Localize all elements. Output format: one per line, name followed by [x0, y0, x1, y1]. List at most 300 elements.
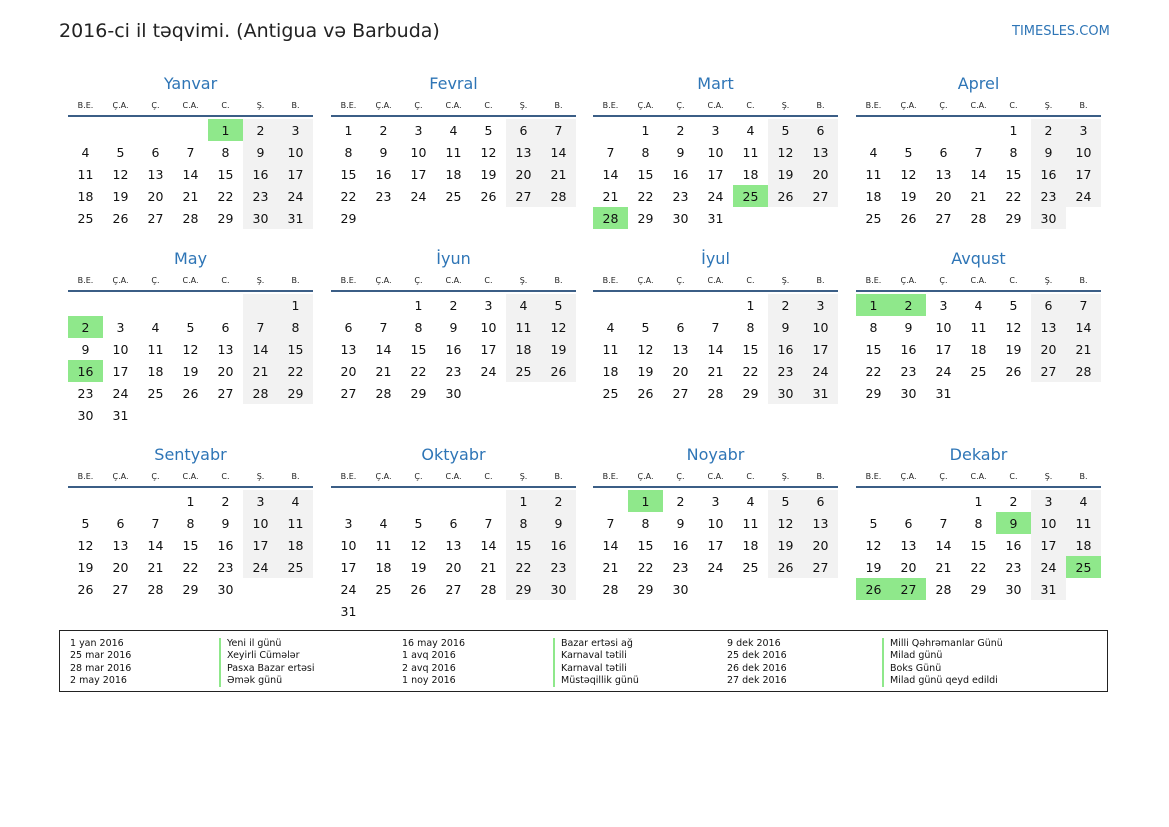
- day-cell: 4: [869, 144, 878, 160]
- day-blank: [926, 119, 961, 141]
- day-cell: 23: [900, 363, 917, 379]
- day-cell: 25: [445, 188, 462, 204]
- weekday-label: B.E.: [602, 472, 619, 481]
- day-cell: 10: [707, 144, 724, 160]
- month-6: [331, 248, 576, 404]
- legend-name: Yeni il günü: [227, 638, 282, 649]
- month-10: [331, 444, 576, 622]
- day-cell: 27: [112, 581, 129, 597]
- day-cell: 22: [340, 188, 357, 204]
- day-cell: 15: [637, 166, 654, 182]
- day-cell: 3: [1031, 490, 1066, 512]
- day-cell: 26: [637, 385, 654, 401]
- day-cell: 4: [506, 294, 541, 316]
- day-cell: 19: [480, 166, 497, 182]
- day-cell: 24: [112, 385, 129, 401]
- day-grid: [856, 488, 1101, 600]
- day-cell: 2: [243, 119, 278, 141]
- weekday-label: Ş.: [256, 276, 265, 285]
- weekday-label: B.E.: [865, 472, 882, 481]
- day-cell: 29: [637, 210, 654, 226]
- day-cell: 18: [77, 188, 94, 204]
- day-cell: 5: [641, 319, 650, 335]
- day-blank: [891, 490, 926, 512]
- day-cell: 11: [445, 144, 462, 160]
- day-blank: [593, 294, 628, 316]
- day-grid: [68, 292, 313, 426]
- day-cell: 7: [974, 144, 983, 160]
- weekday-label: B.: [816, 472, 825, 481]
- day-cell: 7: [606, 515, 615, 531]
- day-cell: 19: [77, 559, 94, 575]
- day-cell: 6: [151, 144, 160, 160]
- weekday-label: B.E.: [77, 472, 94, 481]
- day-blank: [68, 490, 103, 512]
- month-name: Aprel: [957, 74, 1000, 93]
- day-cell: 3: [116, 319, 125, 335]
- day-cell: 10: [1031, 512, 1066, 534]
- weekday-label: C.A.: [445, 101, 462, 110]
- day-cell: 29: [410, 385, 427, 401]
- weekday-label: Ç.: [939, 101, 948, 110]
- weekday-header: [593, 273, 838, 288]
- month-3: [593, 73, 838, 229]
- day-cell: 18: [375, 559, 392, 575]
- day-cell: 21: [935, 559, 952, 575]
- day-cell: 22: [637, 188, 654, 204]
- weekday-label: Ç.A.: [900, 101, 917, 110]
- weekday-header: [593, 469, 838, 484]
- day-cell: 18: [1066, 534, 1101, 556]
- day-cell: 9: [379, 144, 388, 160]
- month-name: Avqust: [951, 249, 1006, 268]
- day-cell: 10: [707, 515, 724, 531]
- day-cell: 25: [865, 210, 882, 226]
- day-cell: 21: [182, 188, 199, 204]
- weekday-label: C.: [1009, 276, 1018, 285]
- day-cell: 8: [869, 319, 878, 335]
- day-cell: 28: [182, 210, 199, 226]
- weekday-label: C.: [746, 101, 755, 110]
- day-cell: 3: [803, 294, 838, 316]
- legend-name: Bazar ertəsi ağ: [561, 638, 633, 649]
- day-cell: 18: [742, 166, 759, 182]
- weekday-label: C.: [484, 276, 493, 285]
- day-cell: 22: [970, 559, 987, 575]
- day-cell: 26: [480, 188, 497, 204]
- day-cell: 8: [186, 515, 195, 531]
- day-cell: 6: [676, 319, 685, 335]
- day-cell: 17: [1031, 534, 1066, 556]
- day-cell: 17: [707, 166, 724, 182]
- weekday-label: C.: [746, 472, 755, 481]
- day-cell: 7: [243, 316, 278, 338]
- day-cell: 10: [480, 319, 497, 335]
- weekday-label: Ş.: [1044, 472, 1053, 481]
- weekday-label: C.A.: [707, 101, 724, 110]
- weekday-label: B.E.: [602, 276, 619, 285]
- day-cell: 15: [340, 166, 357, 182]
- weekday-label: Ç.A.: [900, 472, 917, 481]
- day-cell: 10: [410, 144, 427, 160]
- day-cell: 3: [711, 493, 720, 509]
- legend-dates-2: [402, 638, 465, 687]
- day-cell: 13: [935, 166, 952, 182]
- day-cell: 4: [606, 319, 615, 335]
- day-cell: 3: [711, 122, 720, 138]
- day-cell: 23: [217, 559, 234, 575]
- day-cell: 19: [541, 338, 576, 360]
- day-grid: [68, 488, 313, 600]
- weekday-label: B.E.: [77, 276, 94, 285]
- weekday-label: Ç.A.: [900, 276, 917, 285]
- day-cell: 6: [221, 319, 230, 335]
- day-blank: [138, 294, 173, 316]
- day-cell: 17: [112, 363, 129, 379]
- holiday-day: 1: [856, 294, 891, 316]
- day-cell: 15: [182, 537, 199, 553]
- day-cell: 26: [768, 556, 803, 578]
- holiday-day: 28: [593, 207, 628, 229]
- month-name: İyul: [701, 249, 730, 268]
- day-cell: 18: [506, 338, 541, 360]
- day-blank: [628, 294, 663, 316]
- day-cell: 30: [672, 210, 689, 226]
- day-cell: 1: [641, 122, 650, 138]
- day-blank: [103, 294, 138, 316]
- weekday-header: [856, 98, 1101, 113]
- day-cell: 24: [340, 581, 357, 597]
- day-blank: [366, 294, 401, 316]
- day-cell: 24: [278, 185, 313, 207]
- day-cell: 26: [410, 581, 427, 597]
- day-cell: 2: [676, 122, 685, 138]
- weekday-label: Ş.: [781, 276, 790, 285]
- day-cell: 23: [541, 556, 576, 578]
- weekday-label: B.: [1079, 101, 1088, 110]
- day-cell: 21: [147, 559, 164, 575]
- legend-date: 1 yan 2016: [70, 638, 124, 649]
- day-cell: 16: [243, 163, 278, 185]
- day-cell: 3: [1066, 119, 1101, 141]
- legend-date: 26 dek 2016: [727, 662, 787, 674]
- day-cell: 28: [147, 581, 164, 597]
- day-cell: 28: [1066, 360, 1101, 382]
- day-cell: 31: [112, 407, 129, 423]
- legend-date: 27 dek 2016: [727, 674, 787, 686]
- weekday-label: Ç.: [676, 101, 685, 110]
- legend-name: Milad günü qeyd edildi: [890, 674, 998, 686]
- day-cell: 10: [1066, 141, 1101, 163]
- legend-name: Boks Günü: [890, 662, 942, 674]
- day-cell: 16: [1005, 537, 1022, 553]
- month-name: İyun: [436, 249, 471, 268]
- weekday-label: C.A.: [707, 276, 724, 285]
- month-9: [68, 444, 313, 600]
- day-cell: 20: [217, 363, 234, 379]
- site-link[interactable]: TIMESLES.COM: [1012, 24, 1110, 39]
- day-cell: 6: [939, 144, 948, 160]
- day-cell: 22: [182, 559, 199, 575]
- day-cell: 8: [641, 515, 650, 531]
- day-cell: 9: [904, 319, 913, 335]
- day-cell: 19: [768, 163, 803, 185]
- weekday-label: Ç.: [414, 101, 423, 110]
- day-cell: 2: [221, 493, 230, 509]
- day-cell: 14: [182, 166, 199, 182]
- weekday-label: Ç.A.: [375, 276, 392, 285]
- day-cell: 28: [480, 581, 497, 597]
- day-cell: 9: [676, 515, 685, 531]
- day-cell: 20: [672, 363, 689, 379]
- weekday-label: B.: [291, 101, 300, 110]
- day-cell: 31: [935, 385, 952, 401]
- day-cell: 11: [865, 166, 882, 182]
- holiday-day: 25: [733, 185, 768, 207]
- weekday-label: Ş.: [1044, 101, 1053, 110]
- weekday-label: C.: [484, 101, 493, 110]
- day-cell: 8: [746, 319, 755, 335]
- day-cell: 24: [1031, 556, 1066, 578]
- day-cell: 14: [970, 166, 987, 182]
- weekday-header: [68, 273, 313, 288]
- day-cell: 5: [116, 144, 125, 160]
- day-blank: [436, 490, 471, 512]
- day-cell: 7: [541, 119, 576, 141]
- day-cell: 16: [445, 341, 462, 357]
- weekday-label: B.: [291, 472, 300, 481]
- weekday-label: B.E.: [340, 472, 357, 481]
- day-cell: 12: [900, 166, 917, 182]
- day-cell: 12: [768, 141, 803, 163]
- legend-date: 2 avq 2016: [402, 662, 456, 674]
- month-2: [331, 73, 576, 229]
- day-cell: 13: [900, 537, 917, 553]
- day-cell: 26: [768, 185, 803, 207]
- day-cell: 1: [746, 297, 755, 313]
- legend-date: 2 may 2016: [70, 674, 127, 686]
- day-cell: 3: [939, 297, 948, 313]
- day-cell: 8: [641, 144, 650, 160]
- day-cell: 29: [742, 385, 759, 401]
- weekday-label: Ş.: [519, 276, 528, 285]
- day-cell: 1: [974, 493, 983, 509]
- day-cell: 1: [414, 297, 423, 313]
- day-cell: 11: [506, 316, 541, 338]
- day-cell: 19: [865, 559, 882, 575]
- weekday-label: C.A.: [707, 472, 724, 481]
- day-cell: 11: [970, 319, 987, 335]
- holiday-day: 16: [68, 360, 103, 382]
- day-cell: 30: [1031, 207, 1066, 229]
- day-cell: 14: [602, 537, 619, 553]
- day-grid: [331, 117, 576, 229]
- day-cell: 19: [768, 534, 803, 556]
- month-5: [68, 248, 313, 426]
- legend-marker: [882, 638, 884, 687]
- day-cell: 30: [445, 385, 462, 401]
- legend-marker: [219, 638, 221, 687]
- weekday-header: [593, 98, 838, 113]
- day-cell: 12: [768, 512, 803, 534]
- day-cell: 7: [186, 144, 195, 160]
- day-cell: 10: [278, 141, 313, 163]
- holiday-day: 1: [208, 119, 243, 141]
- day-cell: 17: [480, 341, 497, 357]
- day-cell: 5: [869, 515, 878, 531]
- weekday-label: B.E.: [340, 101, 357, 110]
- day-cell: 8: [278, 316, 313, 338]
- weekday-label: C.A.: [182, 101, 199, 110]
- holiday-day: 2: [891, 294, 926, 316]
- day-cell: 24: [803, 360, 838, 382]
- day-cell: 17: [340, 559, 357, 575]
- day-cell: 11: [278, 512, 313, 534]
- day-cell: 11: [147, 341, 164, 357]
- day-blank: [593, 119, 628, 141]
- day-cell: 11: [1066, 512, 1101, 534]
- weekday-label: Ç.: [414, 472, 423, 481]
- day-cell: 7: [1066, 294, 1101, 316]
- day-cell: 23: [445, 363, 462, 379]
- day-cell: 7: [151, 515, 160, 531]
- weekday-header: [68, 469, 313, 484]
- day-cell: 24: [410, 188, 427, 204]
- day-cell: 16: [375, 166, 392, 182]
- day-grid: [856, 292, 1101, 404]
- day-cell: 31: [707, 210, 724, 226]
- weekday-label: Ş.: [781, 101, 790, 110]
- day-cell: 14: [243, 338, 278, 360]
- day-cell: 11: [602, 341, 619, 357]
- day-cell: 27: [340, 385, 357, 401]
- day-cell: 28: [243, 382, 278, 404]
- day-cell: 3: [243, 490, 278, 512]
- day-cell: 30: [768, 382, 803, 404]
- day-cell: 15: [410, 341, 427, 357]
- day-cell: 18: [147, 363, 164, 379]
- day-cell: 28: [375, 385, 392, 401]
- holiday-day: 9: [996, 512, 1031, 534]
- day-cell: 16: [768, 338, 803, 360]
- month-name: Mart: [697, 74, 734, 93]
- day-cell: 14: [602, 166, 619, 182]
- day-cell: 5: [768, 490, 803, 512]
- month-name: Dekabr: [949, 445, 1008, 464]
- day-cell: 13: [803, 512, 838, 534]
- day-cell: 2: [676, 493, 685, 509]
- day-cell: 15: [742, 341, 759, 357]
- day-cell: 18: [445, 166, 462, 182]
- day-cell: 4: [379, 515, 388, 531]
- weekday-label: Ç.A.: [375, 101, 392, 110]
- day-cell: 13: [147, 166, 164, 182]
- day-cell: 28: [707, 385, 724, 401]
- holiday-day: 26: [856, 578, 891, 600]
- day-blank: [663, 294, 698, 316]
- day-cell: 25: [970, 363, 987, 379]
- weekday-label: Ç.: [151, 276, 160, 285]
- day-cell: 12: [112, 166, 129, 182]
- day-blank: [103, 119, 138, 141]
- day-cell: 27: [672, 385, 689, 401]
- day-cell: 20: [900, 559, 917, 575]
- day-cell: 14: [541, 141, 576, 163]
- legend-name: Karnaval tətili: [561, 662, 627, 674]
- day-cell: 21: [707, 363, 724, 379]
- day-cell: 27: [506, 185, 541, 207]
- day-blank: [331, 490, 366, 512]
- day-cell: 19: [410, 559, 427, 575]
- day-cell: 31: [340, 603, 357, 619]
- month-name: Fevral: [429, 74, 478, 93]
- day-cell: 21: [541, 163, 576, 185]
- day-cell: 9: [768, 316, 803, 338]
- day-cell: 14: [1066, 316, 1101, 338]
- day-cell: 28: [602, 581, 619, 597]
- day-cell: 6: [904, 515, 913, 531]
- day-cell: 5: [414, 515, 423, 531]
- day-cell: 19: [1005, 341, 1022, 357]
- day-blank: [593, 490, 628, 512]
- weekday-label: C.: [1009, 101, 1018, 110]
- day-cell: 12: [865, 537, 882, 553]
- month-12: [856, 444, 1101, 600]
- day-cell: 15: [865, 341, 882, 357]
- holiday-day: 25: [1066, 556, 1101, 578]
- weekday-header: [331, 273, 576, 288]
- weekday-label: C.: [221, 101, 230, 110]
- day-blank: [138, 490, 173, 512]
- day-cell: 20: [1031, 338, 1066, 360]
- weekday-label: C.A.: [182, 472, 199, 481]
- day-cell: 31: [1031, 578, 1066, 600]
- day-cell: 31: [803, 382, 838, 404]
- weekday-label: Ç.: [151, 101, 160, 110]
- day-cell: 22: [742, 363, 759, 379]
- day-blank: [68, 294, 103, 316]
- day-cell: 4: [81, 144, 90, 160]
- weekday-label: B.: [554, 276, 563, 285]
- day-cell: 2: [768, 294, 803, 316]
- day-cell: 23: [375, 188, 392, 204]
- day-cell: 15: [1005, 166, 1022, 182]
- weekday-label: B.: [554, 101, 563, 110]
- day-cell: 15: [506, 534, 541, 556]
- weekday-label: B.: [291, 276, 300, 285]
- day-cell: 30: [217, 581, 234, 597]
- day-blank: [961, 119, 996, 141]
- day-cell: 13: [506, 141, 541, 163]
- day-cell: 5: [484, 122, 493, 138]
- day-cell: 21: [375, 363, 392, 379]
- day-cell: 12: [637, 341, 654, 357]
- weekday-label: Ç.A.: [637, 472, 654, 481]
- day-cell: 12: [410, 537, 427, 553]
- day-cell: 19: [900, 188, 917, 204]
- day-cell: 13: [672, 341, 689, 357]
- day-blank: [103, 490, 138, 512]
- day-cell: 9: [1031, 141, 1066, 163]
- day-cell: 29: [970, 581, 987, 597]
- day-cell: 2: [541, 490, 576, 512]
- day-cell: 23: [672, 188, 689, 204]
- weekday-label: C.A.: [970, 472, 987, 481]
- day-cell: 6: [803, 490, 838, 512]
- day-cell: 20: [803, 534, 838, 556]
- day-cell: 24: [243, 556, 278, 578]
- legend-names-1: [227, 638, 315, 687]
